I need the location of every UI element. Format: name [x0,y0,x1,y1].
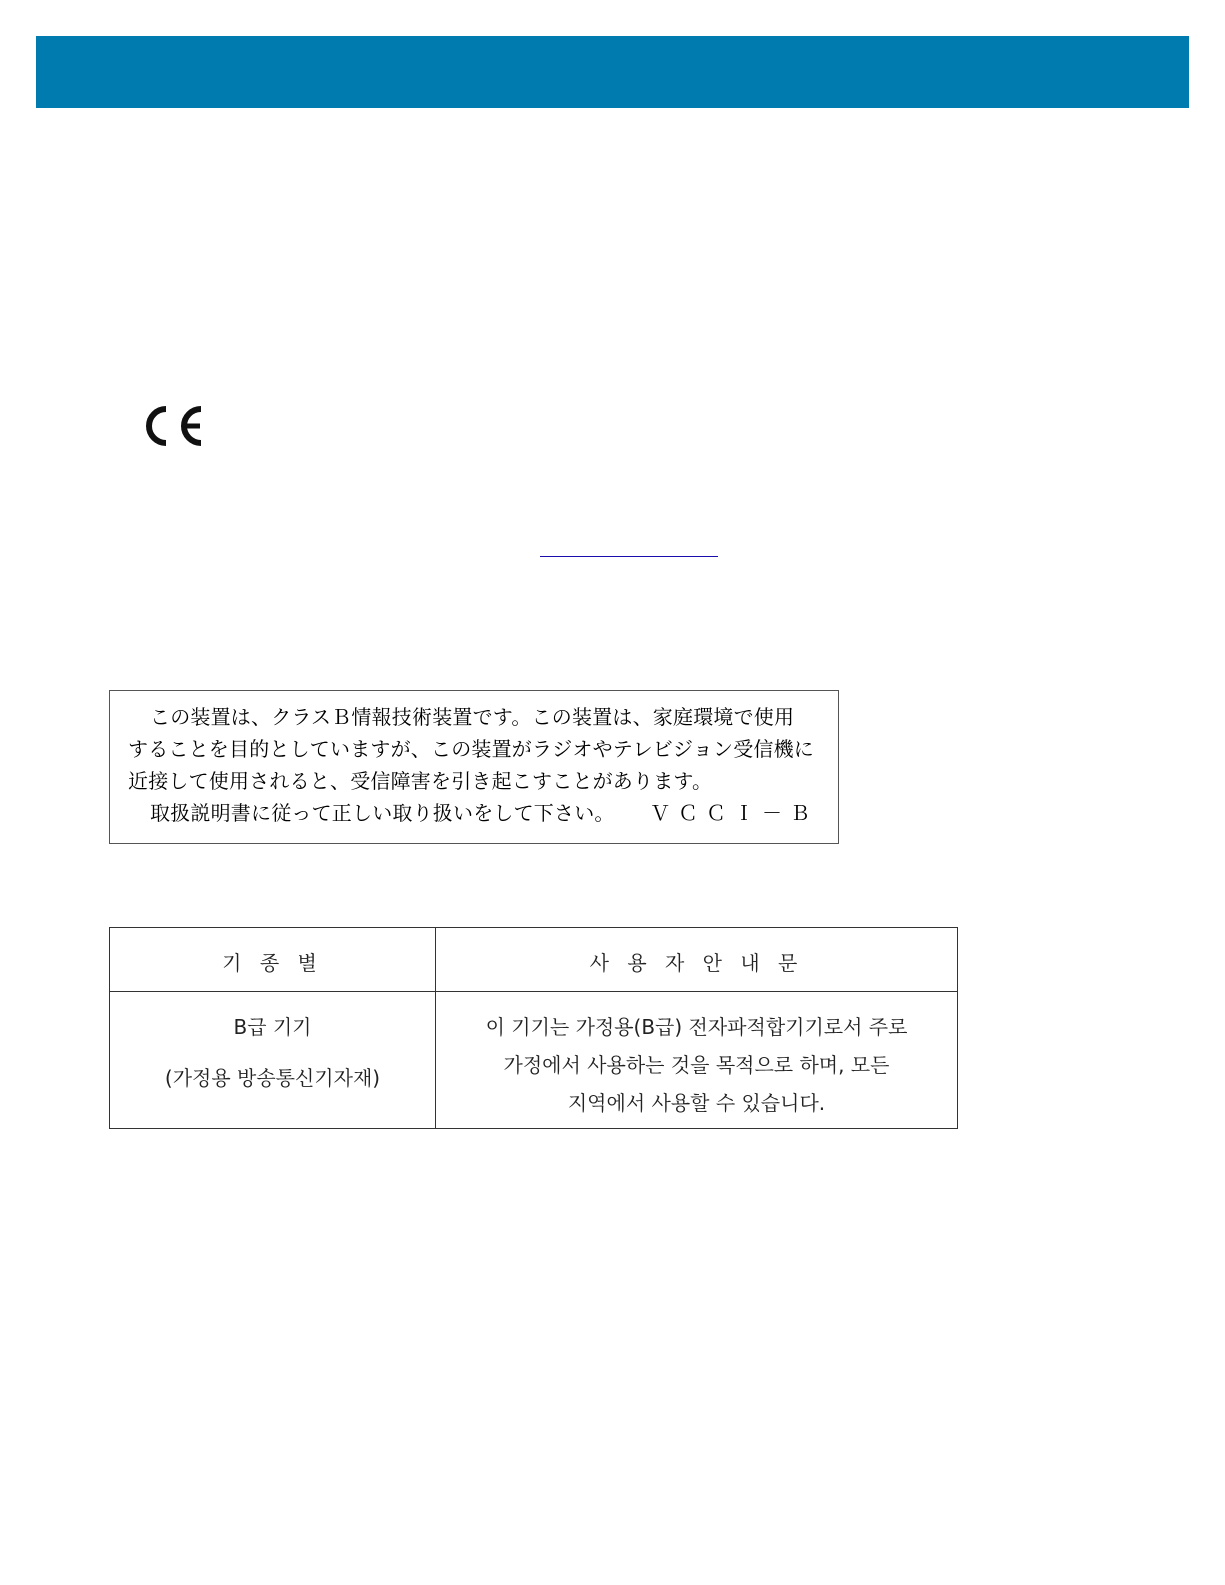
table-header-user-guide: 사 용 자 안 내 문 [589,951,804,975]
vcci-class-code: ＶＣＣＩ－Ｂ [650,801,818,825]
vcci-notice-line-1: この装置は、クラスＢ情報技術装置です。この装置は、家庭環境で使用 [150,705,795,729]
vcci-notice-line-2: することを目的としていますが、この装置がラジオやテレビジョン受信機に [128,737,814,761]
hyperlink-underline[interactable] [540,556,718,557]
kc-notice-table [109,927,958,1129]
header-bar [36,36,1189,108]
table-row-divider [110,991,957,992]
table-header-equipment-type: 기 종 별 [222,951,323,975]
table-cell-guide-line-2: 가정에서 사용하는 것을 목적으로 하며, 모든 [503,1053,890,1077]
table-cell-class-b-desc: (가정용 방송통신기자재) [164,1066,381,1090]
table-cell-guide-line-1: 이 기기는 가정용(B급) 전자파적합기기로서 주로 [485,1015,908,1039]
vcci-notice-line-4: 取扱説明書に従って正しい取り扱いをして下さい。 [150,801,615,825]
table-cell-class-b: B급 기기 [233,1015,312,1039]
vcci-notice-box [109,690,839,844]
table-cell-guide-line-3: 지역에서 사용할 수 있습니다. [567,1091,826,1115]
vcci-notice-line-3: 近接して使用されると、受信障害を引き起こすことがあります。 [128,769,713,793]
header-bar-fill [36,36,1189,108]
ce-mark-icon [140,403,206,449]
